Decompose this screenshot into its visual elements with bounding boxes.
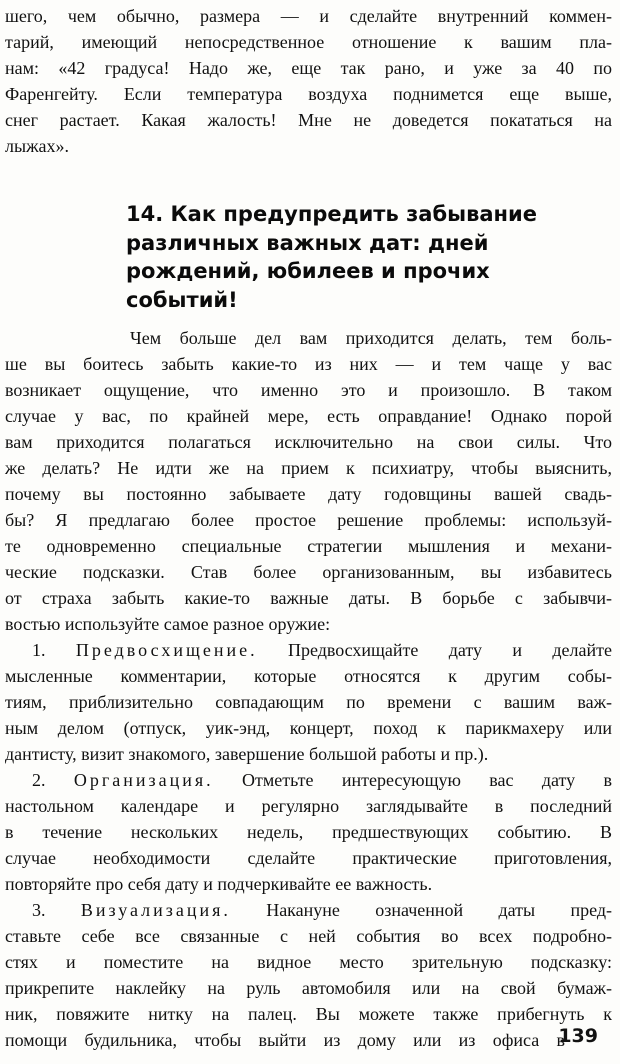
text-line: возникает ощущение, что именно это и произошло. В таком (5, 380, 612, 400)
text-line: Чем больше дел вам приходится делать, тем боль- (130, 328, 612, 348)
text-line: те одновременно специальные стратегии мышления и механи- (5, 536, 612, 556)
list-item-text: Накануне означенной даты пред- (230, 900, 612, 920)
section-heading (126, 200, 566, 314)
text-line: снег растает. Какая жалость! Мне не доведется покататься на (5, 110, 612, 130)
text-line: востью используйте самое разное оружие: (5, 614, 331, 634)
text-line: ческие подсказки. Став более организованным, вы избавитесь (5, 562, 612, 582)
heading-line: различных важных дат: дней (126, 230, 489, 255)
text-line: ник, повяжите нитку на палец. Вы можете также прибегнуть к (5, 1004, 612, 1024)
heading-line: событий! (126, 287, 238, 312)
list-item-term: Организация. (73, 770, 214, 790)
text-line: ше вы боитесь забыть какие-то из них — и тем чаще у вас (5, 354, 612, 374)
heading-line: 14. Как предупредить забывание (126, 202, 538, 226)
page-number: 139 (558, 1025, 598, 1047)
text-line: дантисту, визит знакомого, завершение большой работы и пр.). (5, 744, 489, 764)
heading-line: рождений, юбилеев и прочих (126, 259, 490, 283)
text-line: Фаренгейту. Если температура воздуха поднимется еще выше, (5, 84, 612, 104)
text-line: помощи будильника, чтобы выйти из дому или из офиса в (5, 1030, 565, 1050)
text-line: почему вы постоянно забываете дату годовщины вашей свадь- (5, 484, 612, 504)
text-line: в течение нескольких недель, предшествующих событию. В (5, 822, 612, 842)
text-line: повторяйте про себя дату и подчеркивайте ее важность. (5, 874, 433, 894)
text-line: ставьте себе все связанные с ней события во всех подробно- (5, 926, 612, 946)
text-line: вам приходится полагаться исключительно на свои силы. Что (5, 432, 612, 452)
text-line: лыжах». (5, 136, 70, 156)
text-line: бы? Я предлагаю более простое решение проблемы: используй- (5, 510, 612, 530)
list-item-number: 2. (32, 770, 46, 790)
list-item-number: 3. (32, 900, 46, 920)
text-line: от страха забыть какие-то важные даты. В борьбе с забывчи- (5, 588, 612, 608)
text-line: же делать? Не идти же на прием к психиатру, чтобы выяснить, (5, 458, 612, 478)
text-line: стях и поместите на видное место зрительную подсказку: (5, 952, 612, 972)
list-item-first-line (32, 638, 612, 662)
list-item-first-line (32, 768, 612, 792)
list-item-term: Визуализация. (80, 900, 231, 920)
text-line: случае у вас, по крайней мере, есть оправдание! Однако порой (5, 406, 612, 426)
list-item-text: Предвосхищайте дату и делайте (257, 640, 613, 660)
list-item-number: 1. (32, 640, 46, 660)
text-line: прикрепите наклейку на руль автомобиля или на свой бумаж- (5, 978, 612, 998)
text-line: нам: «42 градуса! Надо же, еще так рано, и уже за 40 по (5, 58, 612, 78)
text-line: тарий, имеющий непосредственное отношение к вашим пла- (5, 32, 612, 52)
list-item-first-line (32, 898, 612, 922)
text-line: случае необходимости сделайте практические приготовления, (5, 848, 612, 868)
text-line: ным делом (отпуск, уик-энд, концерт, поход к парикмахеру или (5, 718, 612, 738)
text-line: настольном календаре и регулярно заглядывайте в последний (5, 796, 612, 816)
list-item-text: Отметьте интересующую вас дату в (213, 770, 613, 790)
list-item-term: Предвосхищение. (75, 640, 258, 660)
text-line: шего, чем обычно, размера — и сделайте внутренний коммен- (5, 6, 612, 26)
text-line: тиям, приблизительно совпадающим по времени с вашим важ- (5, 692, 612, 712)
text-line: мысленные комментарии, которые относятся к другим собы- (5, 666, 612, 686)
